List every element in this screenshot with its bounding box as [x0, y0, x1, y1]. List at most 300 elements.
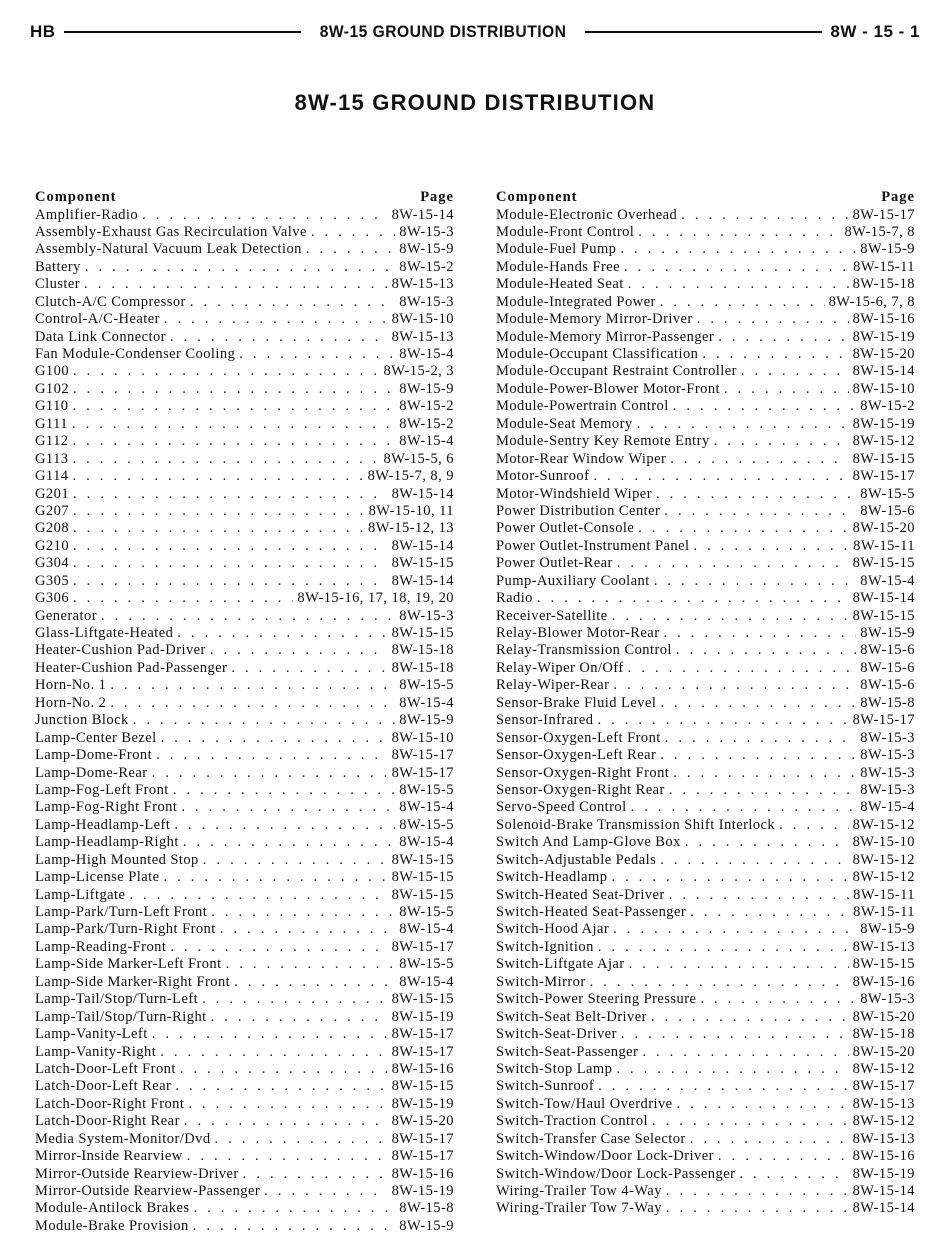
component-name: Radio	[496, 590, 533, 607]
index-entry	[496, 660, 915, 677]
index-entry	[35, 712, 454, 729]
index-entry	[496, 782, 915, 799]
page-reference: 8W-15-14	[391, 206, 454, 223]
page-reference: 8W-15-2, 3	[383, 363, 454, 380]
page-reference: 8W-15-15	[391, 555, 454, 572]
index-entry	[35, 259, 454, 276]
dot-leader	[73, 520, 364, 537]
page-reference: 8W-15-14	[852, 1200, 915, 1217]
index-column-left	[35, 189, 454, 1235]
index-entry	[35, 608, 454, 625]
page-reference: 8W-15-4	[399, 973, 454, 990]
page-reference: 8W-15-12	[852, 1113, 915, 1130]
page-reference: 8W-15-15	[852, 555, 915, 572]
page-reference: 8W-15-16	[852, 311, 915, 328]
page-reference: 8W-15-4	[399, 921, 454, 938]
page-reference: 8W-15-9	[860, 921, 915, 938]
component-name: G305	[35, 572, 70, 589]
component-name: Switch-Stop Lamp	[496, 1060, 613, 1077]
page-reference: 8W-15-15	[852, 956, 915, 973]
component-name: Relay-Wiper On/Off	[496, 659, 624, 676]
dot-leader	[184, 1113, 388, 1130]
dot-leader	[175, 1078, 387, 1095]
index-entry	[496, 433, 915, 450]
component-name: Lamp-Headlamp-Left	[35, 816, 171, 833]
dot-leader	[638, 520, 848, 537]
component-name: Module-Fuel Pump	[496, 241, 617, 258]
page-reference: 8W-15-9	[860, 625, 915, 641]
index-entry	[35, 799, 454, 816]
index-entry	[496, 974, 915, 991]
component-name: Lamp-Dome-Front	[35, 747, 153, 764]
page-reference: 8W-15-2	[399, 398, 454, 415]
component-name: Module-Front Control	[496, 223, 635, 240]
component-name: Switch-Mirror	[496, 973, 586, 990]
component-heading: Component	[35, 189, 117, 205]
page-reference: 8W-15-6	[860, 642, 915, 659]
header-rule-right	[585, 31, 822, 33]
page-reference: 8W-15-3	[860, 764, 915, 781]
dot-leader	[129, 887, 387, 904]
page-reference: 8W-15-15	[391, 625, 454, 641]
index-entry	[496, 608, 915, 625]
dot-leader	[741, 363, 849, 380]
index-entry	[496, 1183, 915, 1200]
page-reference: 8W-15-12	[852, 869, 915, 886]
dot-leader	[673, 765, 856, 782]
component-name: G110	[35, 398, 69, 415]
index-entry	[35, 1131, 454, 1148]
index-entry	[35, 520, 454, 537]
component-name: Horn-No. 2	[35, 694, 107, 711]
page-reference: 8W-15-17	[391, 1043, 454, 1060]
dot-leader	[239, 346, 395, 363]
page-reference: 8W-15-20	[391, 1113, 454, 1130]
index-entry	[496, 329, 915, 346]
page-reference: 8W-15-17	[852, 712, 915, 729]
index-entry	[35, 398, 454, 415]
component-name: Sensor-Oxygen-Left Front	[496, 729, 661, 746]
index-entry	[35, 1183, 454, 1200]
index-entry	[496, 241, 915, 258]
header-section-code: HB	[30, 22, 56, 41]
index-entry	[35, 1044, 454, 1061]
page-reference: 8W-15-5	[399, 816, 454, 833]
index-entry	[35, 1218, 454, 1235]
index-entry	[35, 974, 454, 991]
index-entry	[496, 695, 915, 712]
index-entry	[496, 294, 915, 311]
index-entry	[35, 956, 454, 973]
component-name: Motor-Sunroof	[496, 468, 590, 485]
page-reference: 8W-15-20	[852, 520, 915, 537]
component-name: Solenoid-Brake Transmission Shift Interlock	[496, 816, 776, 833]
component-name: Module-Brake Provision	[35, 1217, 189, 1234]
index-entry	[35, 538, 454, 555]
page-reference: 8W-15-9	[399, 712, 454, 729]
index-entry	[35, 991, 454, 1008]
page-reference: 8W-15-17	[391, 938, 454, 955]
index-entry	[496, 311, 915, 328]
index-entry	[496, 904, 915, 921]
component-name: Amplifier-Radio	[35, 206, 139, 223]
dot-leader	[73, 381, 395, 398]
component-name: Switch-Tow/Haul Overdrive	[496, 1095, 673, 1112]
component-name: Power Outlet-Rear	[496, 555, 613, 572]
index-entry	[35, 642, 454, 659]
dot-leader	[718, 1148, 849, 1165]
index-entry	[35, 625, 454, 642]
page-reference: 8W-15-14	[852, 1183, 915, 1199]
index-entry	[496, 712, 915, 729]
index-entry	[35, 730, 454, 747]
component-name: Relay-Blower Motor-Rear	[496, 625, 660, 641]
component-name: Mirror-Outside Rearview-Passenger	[35, 1183, 261, 1199]
dot-leader	[670, 451, 848, 468]
component-name: Switch-Liftgate Ajar	[496, 956, 625, 973]
index-entry	[35, 869, 454, 886]
component-name: Pump-Auxiliary Coolant	[496, 572, 650, 589]
index-entry	[496, 887, 915, 904]
page-reference: 8W-15-3	[860, 747, 915, 764]
index-entry	[496, 573, 915, 590]
index-entry	[35, 765, 454, 782]
index-entry	[35, 590, 454, 607]
component-name: G111	[35, 415, 68, 432]
dot-leader	[101, 608, 395, 625]
component-name: Switch-Seat Belt-Driver	[496, 1008, 647, 1025]
column-header	[496, 189, 915, 207]
dot-leader	[663, 625, 856, 642]
component-name: Switch-Headlamp	[496, 869, 608, 886]
page-reference: 8W-15-17	[852, 468, 915, 485]
component-name: Relay-Transmission Control	[496, 642, 672, 659]
component-name: Relay-Wiper-Rear	[496, 677, 610, 694]
dot-leader	[170, 939, 387, 956]
index-entry	[496, 1044, 915, 1061]
component-name: Mirror-Inside Rearview	[35, 1148, 183, 1165]
page-reference: 8W-15-4	[860, 572, 915, 589]
index-entry	[496, 991, 915, 1008]
index-entry	[35, 939, 454, 956]
page-reference: 8W-15-14	[391, 572, 454, 589]
component-name: Latch-Door-Right Rear	[35, 1113, 180, 1130]
dot-leader	[590, 974, 849, 991]
component-name: Lamp-Vanity-Right	[35, 1043, 157, 1060]
page-reference: 8W-15-4	[399, 433, 454, 450]
component-name: Motor-Windshield Wiper	[496, 485, 652, 502]
page-reference: 8W-15-6	[860, 677, 915, 694]
header-page-number: 8W - 15 - 1	[830, 22, 920, 41]
page-reference: 8W-15-15	[391, 851, 454, 868]
page-reference: 8W-15-5	[399, 781, 454, 798]
index-entry	[35, 1166, 454, 1183]
component-name: Module-Sentry Key Remote Entry	[496, 433, 710, 450]
component-name: Assembly-Natural Vacuum Leak Detection	[35, 241, 302, 258]
component-name: Switch-Power Steering Pressure	[496, 991, 697, 1008]
dot-leader	[681, 207, 848, 224]
page-header	[30, 20, 920, 44]
component-name: Motor-Rear Window Wiper	[496, 450, 667, 467]
index-entry	[35, 921, 454, 938]
page-reference: 8W-15-9	[399, 380, 454, 397]
page-heading: Page	[420, 189, 454, 205]
component-name: Wiring-Trailer Tow 4-Way	[496, 1183, 662, 1199]
header-rule-left	[64, 31, 301, 33]
dot-leader	[624, 259, 849, 276]
component-name: Battery	[35, 258, 81, 275]
index-entry	[496, 363, 915, 380]
component-name: Switch-Window/Door Lock-Driver	[496, 1148, 714, 1165]
index-entry	[496, 520, 915, 537]
dot-leader	[311, 224, 395, 241]
component-name: G306	[35, 590, 70, 607]
component-name: Fan Module-Condenser Cooling	[35, 346, 236, 362]
component-name: Junction Block	[35, 712, 129, 729]
component-name: G208	[35, 520, 70, 537]
dot-leader	[693, 538, 849, 555]
component-name: Lamp-Fog-Left Front	[35, 781, 169, 798]
page-reference: 8W-15-10	[391, 311, 454, 328]
dot-leader	[690, 1131, 849, 1148]
dot-leader	[598, 939, 849, 956]
page-reference: 8W-15-17	[391, 1148, 454, 1165]
dot-leader	[665, 730, 857, 747]
component-name: G114	[35, 468, 69, 485]
dot-leader	[174, 817, 395, 834]
page-reference: 8W-15-18	[852, 1026, 915, 1043]
header-section-title: 8W-15 GROUND DISTRIBUTION	[319, 22, 567, 41]
component-name: Glass-Liftgate-Heated	[35, 625, 174, 641]
component-name: Module-Occupant Restraint Controller	[496, 363, 737, 380]
page-reference: 8W-15-16	[852, 973, 915, 990]
index-entry	[35, 1200, 454, 1217]
dot-leader	[685, 834, 849, 851]
dot-leader	[72, 433, 395, 450]
page-reference: 8W-15-8	[399, 1200, 454, 1217]
dot-leader	[697, 311, 849, 328]
page-reference: 8W-15-12, 13	[368, 520, 454, 537]
component-name: Sensor-Oxygen-Right Front	[496, 764, 670, 781]
component-name: Lamp-Park/Turn-Left Front	[35, 904, 208, 920]
component-name: Switch-Hood Ajar	[496, 921, 610, 938]
index-entry	[35, 660, 454, 677]
page-reference: 8W-15-14	[391, 537, 454, 554]
index-entry	[35, 241, 454, 258]
component-heading: Component	[496, 189, 578, 205]
page-reference: 8W-15-13	[391, 276, 454, 293]
component-name: Module-Antilock Brakes	[35, 1200, 190, 1217]
dot-leader	[193, 1218, 396, 1235]
page-reference: 8W-15-5	[399, 677, 454, 694]
component-name: Lamp-Fog-Right Front	[35, 799, 178, 816]
page-reference: 8W-15-15	[391, 991, 454, 1008]
index-entry	[35, 852, 454, 869]
page-reference: 8W-15-8	[860, 694, 915, 711]
dot-leader	[724, 381, 849, 398]
page-reference: 8W-15-9	[860, 241, 915, 258]
component-name: Lamp-Park/Turn-Right Front	[35, 921, 216, 938]
index-entry	[35, 468, 454, 485]
dot-leader	[611, 869, 848, 886]
dot-leader	[73, 555, 388, 572]
component-name: Data Link Connector	[35, 328, 166, 345]
page-reference: 8W-15-10	[852, 380, 915, 397]
component-name: Power Distribution Center	[496, 502, 661, 519]
component-name: Lamp-Dome-Rear	[35, 764, 148, 781]
dot-leader	[660, 695, 856, 712]
dot-leader	[72, 398, 395, 415]
index-entry	[35, 346, 454, 363]
index-entry	[496, 590, 915, 607]
component-name: Latch-Door-Left Rear	[35, 1078, 172, 1095]
component-name: G304	[35, 555, 70, 572]
index-entry	[496, 1078, 915, 1095]
dot-leader	[666, 1183, 849, 1200]
index-list	[496, 207, 915, 1218]
dot-leader	[203, 852, 388, 869]
dot-leader	[164, 311, 388, 328]
index-entry	[35, 363, 454, 380]
dot-leader	[110, 677, 395, 694]
dot-leader	[660, 294, 825, 311]
component-name: G113	[35, 450, 69, 467]
component-name: Clutch-A/C Compressor	[35, 293, 186, 310]
index-column-right	[496, 189, 915, 1218]
page-reference: 8W-15-18	[852, 276, 915, 293]
component-name: Lamp-Center Bezel	[35, 729, 157, 746]
component-name: Lamp-Reading-Front	[35, 938, 167, 955]
dot-leader	[616, 1061, 848, 1078]
index-entry	[35, 1009, 454, 1026]
page-reference: 8W-15-5	[399, 956, 454, 973]
component-name: Lamp-Tail/Stop/Turn-Right	[35, 1008, 207, 1025]
index-entry	[496, 956, 915, 973]
page-reference: 8W-15-11	[853, 537, 915, 554]
component-name: Media System-Monitor/Dvd	[35, 1130, 211, 1147]
page-reference: 8W-15-13	[391, 328, 454, 345]
component-name: Lamp-Headlamp-Right	[35, 834, 179, 851]
dot-leader	[163, 869, 387, 886]
index-entry	[496, 346, 915, 363]
index-entry	[496, 765, 915, 782]
page-reference: 8W-15-19	[852, 1165, 915, 1182]
component-name: Lamp-Vanity-Left	[35, 1026, 148, 1043]
page-reference: 8W-15-9	[399, 1217, 454, 1234]
dot-leader	[110, 695, 395, 712]
dot-leader	[613, 921, 856, 938]
dot-leader	[231, 660, 387, 677]
component-name: Module-Memory Mirror-Passenger	[496, 328, 715, 345]
page-reference: 8W-15-17	[391, 764, 454, 781]
index-entry	[35, 329, 454, 346]
index-entry	[496, 1113, 915, 1130]
page-reference: 8W-15-2	[399, 415, 454, 432]
component-name: Switch-Heated Seat-Driver	[496, 886, 665, 903]
component-name: Mirror-Outside Rearview-Driver	[35, 1165, 239, 1182]
index-entry	[35, 503, 454, 520]
component-name: Generator	[35, 607, 98, 624]
index-entry	[496, 747, 915, 764]
page-reference: 8W-15-18	[391, 642, 454, 659]
dot-leader	[234, 974, 395, 991]
index-entry	[496, 817, 915, 834]
component-name: Module-Powertrain Control	[496, 398, 669, 415]
page-reference: 8W-15-20	[852, 346, 915, 362]
component-name: Switch-Seat-Passenger	[496, 1043, 639, 1060]
page-reference: 8W-15-17	[391, 1026, 454, 1043]
component-name: Module-Power-Blower Motor-Front	[496, 380, 720, 397]
dot-leader	[700, 991, 856, 1008]
page-reference: 8W-15-20	[852, 1008, 915, 1025]
dot-leader	[651, 1009, 849, 1026]
page-reference: 8W-15-18	[391, 659, 454, 676]
page-reference: 8W-15-17	[852, 1078, 915, 1095]
dot-leader	[72, 468, 363, 485]
index-entry	[496, 224, 915, 241]
dot-leader	[613, 677, 856, 694]
dot-leader	[593, 468, 848, 485]
dot-leader	[628, 276, 849, 293]
index-entry	[35, 904, 454, 921]
index-entry	[496, 259, 915, 276]
index-entry	[496, 381, 915, 398]
index-entry	[35, 433, 454, 450]
dot-leader	[133, 712, 396, 729]
dot-leader	[718, 329, 848, 346]
page-reference: 8W-15-16	[391, 1165, 454, 1182]
index-entry	[35, 1148, 454, 1165]
page-reference: 8W-15-15	[852, 450, 915, 467]
index-entry	[496, 276, 915, 293]
dot-leader	[537, 590, 849, 607]
dot-leader	[673, 398, 857, 415]
component-name: Switch-Seat-Driver	[496, 1026, 617, 1043]
dot-leader	[215, 1131, 388, 1148]
page-reference: 8W-15-3	[399, 223, 454, 240]
page-reference: 8W-15-3	[399, 293, 454, 310]
component-name: Heater-Cushion Pad-Passenger	[35, 659, 228, 676]
dot-leader	[621, 1026, 849, 1043]
dot-leader	[180, 1061, 388, 1078]
dot-leader	[187, 1148, 388, 1165]
page-reference: 8W-15-6	[860, 659, 915, 676]
page-reference: 8W-15-5	[860, 485, 915, 502]
page-reference: 8W-15-10, 11	[368, 502, 454, 519]
dot-leader	[306, 241, 395, 258]
page-reference: 8W-15-7, 8, 9	[367, 468, 454, 485]
dot-leader	[652, 1113, 849, 1130]
component-name: Switch-Transfer Case Selector	[496, 1130, 686, 1147]
index-entry	[496, 1061, 915, 1078]
dot-leader	[629, 956, 849, 973]
dot-leader	[160, 1044, 387, 1061]
component-name: Switch-Ignition	[496, 938, 594, 955]
page-title: 8W-15 GROUND DISTRIBUTION	[294, 90, 656, 115]
page-reference: 8W-15-16	[391, 1060, 454, 1077]
index-entry	[496, 869, 915, 886]
dot-leader	[84, 276, 388, 293]
dot-leader	[170, 329, 388, 346]
component-name: Lamp-High Mounted Stop	[35, 851, 199, 868]
page-reference: 8W-15-5	[399, 904, 454, 920]
index-entry	[35, 276, 454, 293]
dot-leader	[181, 799, 395, 816]
dot-leader	[73, 503, 365, 520]
index-entry	[496, 730, 915, 747]
dot-leader	[669, 782, 857, 799]
page-reference: 8W-15-12	[852, 1060, 915, 1077]
